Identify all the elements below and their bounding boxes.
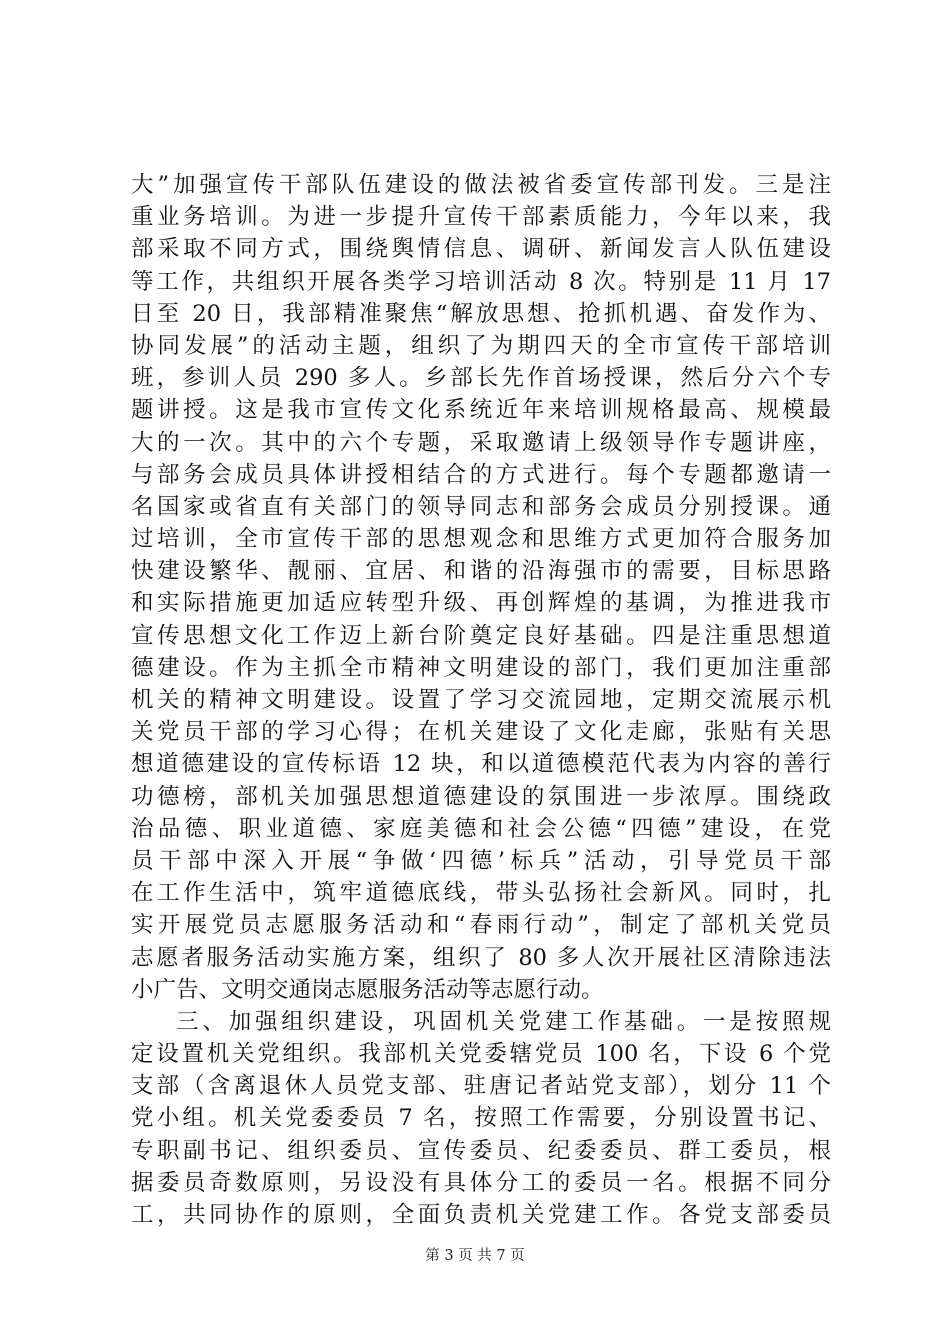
text-line: 小广告、文明交通岗志愿服务活动等志愿行动。: [131, 976, 604, 1003]
text-line: 大”加强宣传干部队伍建设的做法被省委宣传部刊发。三是注: [131, 172, 831, 198]
text-line: 党小组。机关党委委员 7 名，按照工作需要，分别设置书记、: [131, 1105, 831, 1132]
body-text: [131, 169, 831, 1231]
text-line: 等工作，共组织开展各类学习培训活动 8 次。特别是 11 月 17: [131, 268, 831, 295]
text-line: 在工作生活中，筑牢道德底线，带头弘扬社会新风。同时，扎: [131, 880, 831, 907]
page-footer: [0, 1244, 950, 1265]
text-line: 过培训，全市宣传干部的思想观念和思维方式更加符合服务加: [131, 526, 831, 553]
text-line: 部采取不同方式，围绕舆情信息、调研、新闻发言人队伍建设: [131, 236, 831, 263]
text-line: 与部务会成员具体讲授相结合的方式进行。每个专题都邀请一: [131, 461, 831, 488]
text-line: 支部（含离退休人员党支部、驻唐记者站党支部），划分 11 个: [131, 1073, 831, 1100]
text-line: 据委员奇数原则，另设没有具体分工的委员一名。根据不同分: [131, 1169, 831, 1196]
section-heading-line: 三、加强组织建设，巩固机关党建工作基础。一是按照规: [176, 1008, 831, 1035]
text-line: 重业务培训。为进一步提升宣传干部素质能力，今年以来，我: [131, 204, 831, 231]
text-line: 协同发展”的活动主题，组织了为期四天的全市宣传干部培训: [131, 332, 831, 359]
text-line: 功德榜，部机关加强思想道德建设的氛围进一步浓厚。围绕政: [131, 783, 831, 810]
text-line: 机关的精神文明建设。设置了学习交流园地，定期交流展示机: [131, 687, 831, 713]
text-line: 关党员干部的学习心得；在机关建设了文化走廊，张贴有关思: [131, 719, 831, 746]
text-line: 定设置机关党组织。我部机关党委辖党员 100 名，下设 6 个党: [131, 1041, 831, 1068]
text-line: 工，共同协作的原则，全面负责机关党建工作。各党支部委员: [131, 1202, 831, 1228]
text-line: 大的一次。其中的六个专题，采取邀请上级领导作专题讲座，: [131, 429, 831, 456]
text-line: 题讲授。这是我市宣传文化系统近年来培训规格最高、规模最: [131, 397, 831, 424]
page-number-label: 第 3 页 共 7 页: [425, 1248, 525, 1264]
text-line: 实开展党员志愿服务活动和“春雨行动”，制定了部机关党员: [131, 912, 831, 939]
text-line: 想道德建设的宣传标语 12 块，和以道德模范代表为内容的善行: [131, 751, 831, 778]
text-line: 治品德、职业道德、家庭美德和社会公德“四德”建设，在党: [131, 815, 831, 842]
text-line: 宣传思想文化工作迈上新台阶奠定良好基础。四是注重思想道: [131, 622, 831, 649]
text-line: 日至 20 日，我部精准聚焦“解放思想、抢抓机遇、奋发作为、: [131, 300, 831, 327]
text-line: 班，参训人员 290 多人。乡部长先作首场授课，然后分六个专: [131, 365, 831, 392]
text-line: 德建设。作为主抓全市精神文明建设的部门，我们更加注重部: [131, 654, 831, 681]
text-line: 志愿者服务活动实施方案，组织了 80 多人次开展社区清除违法: [131, 944, 831, 971]
text-line: 员干部中深入开展“争做‘四德’标兵”活动，引导党员干部: [131, 847, 831, 874]
text-line: 专职副书记、组织委员、宣传委员、纪委委员、群工委员，根: [131, 1137, 831, 1164]
text-line: 和实际措施更加适应转型升级、再创辉煌的基调，为推进我市: [131, 590, 831, 617]
text-line: 名国家或省直有关部门的领导同志和部务会成员分别授课。通: [131, 493, 831, 520]
text-line: 快建设繁华、靓丽、宜居、和谐的沿海强市的需要，目标思路: [131, 558, 831, 585]
